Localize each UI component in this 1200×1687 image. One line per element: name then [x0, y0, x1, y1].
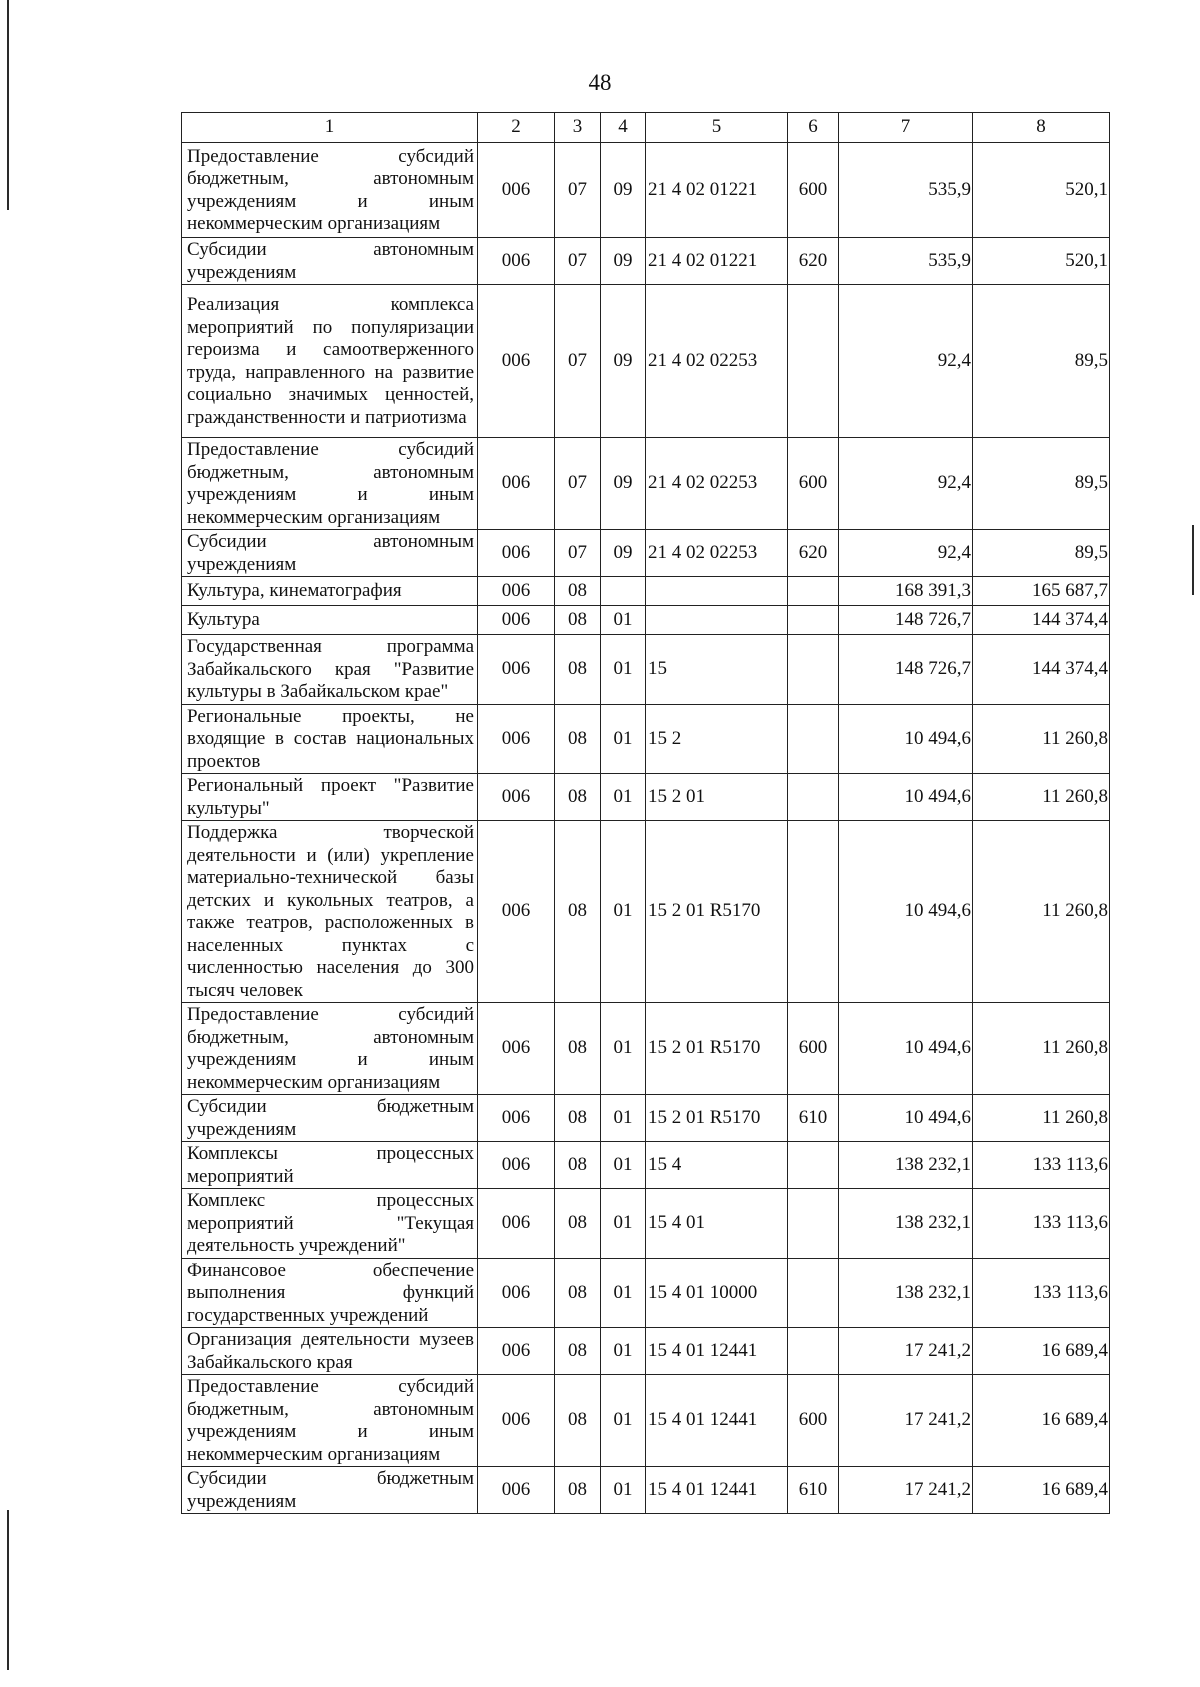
- expense-type-cell: [788, 1328, 839, 1375]
- target-article-cell: 15 4 01 12441: [646, 1467, 788, 1514]
- amount-col8-cell: 133 113,6: [973, 1189, 1110, 1259]
- section-code-cell: 08: [555, 821, 601, 1003]
- table-row: [182, 1328, 1110, 1375]
- subsection-code-cell: 01: [601, 704, 646, 774]
- ministry-code-cell: 006: [478, 530, 555, 577]
- section-code-cell: 08: [555, 1095, 601, 1142]
- subsection-code-cell: 01: [601, 1095, 646, 1142]
- subsection-code-cell: 01: [601, 635, 646, 705]
- expense-type-cell: 600: [788, 438, 839, 530]
- amount-col7-cell: 138 232,1: [839, 1258, 973, 1328]
- target-article-cell: [646, 606, 788, 635]
- row-name-cell: Комплекс процессных мероприятий "Текущая деятельность учреждений": [182, 1189, 478, 1259]
- amount-col7-cell: 10 494,6: [839, 821, 973, 1003]
- section-code-cell: 07: [555, 143, 601, 238]
- subsection-code-cell: 01: [601, 1258, 646, 1328]
- expense-type-cell: [788, 635, 839, 705]
- subsection-code-cell: 01: [601, 1142, 646, 1189]
- subsection-code-cell: 01: [601, 1328, 646, 1375]
- section-code-cell: 07: [555, 238, 601, 285]
- target-article-cell: 15 2 01: [646, 774, 788, 821]
- subsection-code-cell: [601, 577, 646, 606]
- section-code-cell: 08: [555, 1003, 601, 1095]
- amount-col8-cell: 520,1: [973, 143, 1110, 238]
- subsection-code-cell: 01: [601, 821, 646, 1003]
- row-name-cell: Субсидии бюджетным учреждениям: [182, 1095, 478, 1142]
- amount-col7-cell: 17 241,2: [839, 1375, 973, 1467]
- amount-col7-cell: 535,9: [839, 143, 973, 238]
- expense-type-cell: 600: [788, 1375, 839, 1467]
- row-name-cell: Реализация комплекса мероприятий по популяризации героизма и самоотверженного труда, направленного на развитие социально значимых ценностей, гражданственности и патриотизма: [182, 285, 478, 438]
- target-article-cell: 15 4 01: [646, 1189, 788, 1259]
- section-code-cell: 08: [555, 1375, 601, 1467]
- column-header: 7: [839, 113, 973, 143]
- target-article-cell: 21 4 02 01221: [646, 143, 788, 238]
- subsection-code-cell: 09: [601, 238, 646, 285]
- row-name-cell: Предоставление субсидий бюджетным, автономным учреждениям и иным некоммерческим организациям: [182, 1003, 478, 1095]
- section-code-cell: 08: [555, 1467, 601, 1514]
- amount-col8-cell: 144 374,4: [973, 606, 1110, 635]
- ministry-code-cell: 006: [478, 1142, 555, 1189]
- target-article-cell: 15 2: [646, 704, 788, 774]
- amount-col8-cell: 11 260,8: [973, 821, 1110, 1003]
- target-article-cell: 21 4 02 02253: [646, 438, 788, 530]
- row-name-cell: Культура, кинематография: [182, 577, 478, 606]
- table-row: [182, 1258, 1110, 1328]
- section-code-cell: 08: [555, 635, 601, 705]
- subsection-code-cell: 01: [601, 1467, 646, 1514]
- expense-type-cell: [788, 606, 839, 635]
- expense-type-cell: [788, 774, 839, 821]
- amount-col8-cell: 89,5: [973, 438, 1110, 530]
- amount-col8-cell: 16 689,4: [973, 1467, 1110, 1514]
- expense-type-cell: 610: [788, 1095, 839, 1142]
- amount-col7-cell: 17 241,2: [839, 1467, 973, 1514]
- target-article-cell: 15 2 01 R5170: [646, 821, 788, 1003]
- amount-col8-cell: 165 687,7: [973, 577, 1110, 606]
- amount-col7-cell: 535,9: [839, 238, 973, 285]
- subsection-code-cell: 09: [601, 530, 646, 577]
- subsection-code-cell: 09: [601, 143, 646, 238]
- section-code-cell: 08: [555, 704, 601, 774]
- table-row: [182, 285, 1110, 438]
- target-article-cell: 15 2 01 R5170: [646, 1003, 788, 1095]
- table-row: [182, 577, 1110, 606]
- column-header: 2: [478, 113, 555, 143]
- section-code-cell: 07: [555, 438, 601, 530]
- target-article-cell: 15 2 01 R5170: [646, 1095, 788, 1142]
- subsection-code-cell: 01: [601, 1003, 646, 1095]
- row-name-cell: Поддержка творческой деятельности и (или) укрепление материально-технической базы детских и кукольных театров, а также театров, расположенных в населенных пунктах с численностью населения до 300 тысяч человек: [182, 821, 478, 1003]
- table-row: [182, 774, 1110, 821]
- ministry-code-cell: 006: [478, 1467, 555, 1514]
- table-body: [182, 143, 1110, 1514]
- ministry-code-cell: 006: [478, 774, 555, 821]
- amount-col7-cell: 148 726,7: [839, 606, 973, 635]
- table-row: [182, 704, 1110, 774]
- column-header: 6: [788, 113, 839, 143]
- subsection-code-cell: 01: [601, 1375, 646, 1467]
- amount-col8-cell: 89,5: [973, 530, 1110, 577]
- ministry-code-cell: 006: [478, 1095, 555, 1142]
- row-name-cell: Субсидии автономным учреждениям: [182, 238, 478, 285]
- amount-col8-cell: 11 260,8: [973, 774, 1110, 821]
- ministry-code-cell: 006: [478, 238, 555, 285]
- row-name-cell: Финансовое обеспечение выполнения функций государственных учреждений: [182, 1258, 478, 1328]
- row-name-cell: Комплексы процессных мероприятий: [182, 1142, 478, 1189]
- expense-type-cell: [788, 285, 839, 438]
- ministry-code-cell: 006: [478, 1328, 555, 1375]
- amount-col8-cell: 89,5: [973, 285, 1110, 438]
- amount-col7-cell: 138 232,1: [839, 1142, 973, 1189]
- expense-type-cell: 600: [788, 1003, 839, 1095]
- section-code-cell: 07: [555, 285, 601, 438]
- ministry-code-cell: 006: [478, 1258, 555, 1328]
- ministry-code-cell: 006: [478, 1003, 555, 1095]
- ministry-code-cell: 006: [478, 1375, 555, 1467]
- expense-type-cell: [788, 577, 839, 606]
- expense-type-cell: 620: [788, 238, 839, 285]
- column-header: 1: [182, 113, 478, 143]
- section-code-cell: 08: [555, 577, 601, 606]
- target-article-cell: 15: [646, 635, 788, 705]
- amount-col7-cell: 10 494,6: [839, 704, 973, 774]
- ministry-code-cell: 006: [478, 821, 555, 1003]
- target-article-cell: 21 4 02 01221: [646, 238, 788, 285]
- expense-type-cell: [788, 821, 839, 1003]
- table-row: [182, 530, 1110, 577]
- amount-col7-cell: 10 494,6: [839, 1003, 973, 1095]
- expense-type-cell: [788, 704, 839, 774]
- table-row: [182, 1467, 1110, 1514]
- budget-table: [181, 112, 1110, 1514]
- table-row: [182, 606, 1110, 635]
- section-code-cell: 08: [555, 1258, 601, 1328]
- amount-col7-cell: 10 494,6: [839, 1095, 973, 1142]
- table-row: [182, 1375, 1110, 1467]
- column-header: 3: [555, 113, 601, 143]
- row-name-cell: Культура: [182, 606, 478, 635]
- table-row: [182, 143, 1110, 238]
- subsection-code-cell: 09: [601, 285, 646, 438]
- table-row: [182, 635, 1110, 705]
- ministry-code-cell: 006: [478, 606, 555, 635]
- target-article-cell: 21 4 02 02253: [646, 530, 788, 577]
- expense-type-cell: 600: [788, 143, 839, 238]
- amount-col8-cell: 520,1: [973, 238, 1110, 285]
- page-number: 48: [588, 70, 612, 95]
- amount-col7-cell: 10 494,6: [839, 774, 973, 821]
- expense-type-cell: 610: [788, 1467, 839, 1514]
- expense-type-cell: [788, 1142, 839, 1189]
- subsection-code-cell: 01: [601, 606, 646, 635]
- section-code-cell: 08: [555, 1328, 601, 1375]
- section-code-cell: 08: [555, 606, 601, 635]
- row-name-cell: Субсидии автономным учреждениям: [182, 530, 478, 577]
- amount-col8-cell: 133 113,6: [973, 1258, 1110, 1328]
- row-name-cell: Предоставление субсидий бюджетным, автономным учреждениям и иным некоммерческим организациям: [182, 438, 478, 530]
- expense-type-cell: 620: [788, 530, 839, 577]
- target-article-cell: 15 4 01 12441: [646, 1375, 788, 1467]
- section-code-cell: 08: [555, 1189, 601, 1259]
- scan-edge-mark: [1192, 525, 1194, 595]
- row-name-cell: Организация деятельности музеев Забайкальского края: [182, 1328, 478, 1375]
- column-header: 4: [601, 113, 646, 143]
- expense-type-cell: [788, 1258, 839, 1328]
- amount-col7-cell: 92,4: [839, 438, 973, 530]
- row-name-cell: Государственная программа Забайкальского края "Развитие культуры в Забайкальском крае": [182, 635, 478, 705]
- target-article-cell: 15 4: [646, 1142, 788, 1189]
- table-row: [182, 1142, 1110, 1189]
- column-header: 5: [646, 113, 788, 143]
- row-name-cell: Региональный проект "Развитие культуры": [182, 774, 478, 821]
- subsection-code-cell: 09: [601, 438, 646, 530]
- amount-col8-cell: 133 113,6: [973, 1142, 1110, 1189]
- row-name-cell: Предоставление субсидий бюджетным, автономным учреждениям и иным некоммерческим организациям: [182, 143, 478, 238]
- amount-col7-cell: 168 391,3: [839, 577, 973, 606]
- target-article-cell: 21 4 02 02253: [646, 285, 788, 438]
- section-code-cell: 07: [555, 530, 601, 577]
- table-header-row: [182, 113, 1110, 143]
- table-row: [182, 821, 1110, 1003]
- table-row: [182, 1189, 1110, 1259]
- scan-edge-mark: [7, 1510, 9, 1670]
- target-article-cell: 15 4 01 10000: [646, 1258, 788, 1328]
- amount-col7-cell: 148 726,7: [839, 635, 973, 705]
- expense-type-cell: [788, 1189, 839, 1259]
- row-name-cell: Региональные проекты, не входящие в состав национальных проектов: [182, 704, 478, 774]
- scan-edge-mark: [7, 0, 9, 210]
- amount-col8-cell: 144 374,4: [973, 635, 1110, 705]
- column-header: 8: [973, 113, 1110, 143]
- amount-col7-cell: 17 241,2: [839, 1328, 973, 1375]
- table-row: [182, 1095, 1110, 1142]
- table-row: [182, 1003, 1110, 1095]
- amount-col7-cell: 138 232,1: [839, 1189, 973, 1259]
- amount-col7-cell: 92,4: [839, 285, 973, 438]
- amount-col7-cell: 92,4: [839, 530, 973, 577]
- ministry-code-cell: 006: [478, 285, 555, 438]
- section-code-cell: 08: [555, 774, 601, 821]
- row-name-cell: Предоставление субсидий бюджетным, автономным учреждениям и иным некоммерческим организациям: [182, 1375, 478, 1467]
- ministry-code-cell: 006: [478, 1189, 555, 1259]
- subsection-code-cell: 01: [601, 1189, 646, 1259]
- row-name-cell: Субсидии бюджетным учреждениям: [182, 1467, 478, 1514]
- amount-col8-cell: 16 689,4: [973, 1375, 1110, 1467]
- ministry-code-cell: 006: [478, 704, 555, 774]
- ministry-code-cell: 006: [478, 143, 555, 238]
- table-row: [182, 238, 1110, 285]
- subsection-code-cell: 01: [601, 774, 646, 821]
- target-article-cell: [646, 577, 788, 606]
- amount-col8-cell: 11 260,8: [973, 1095, 1110, 1142]
- table-row: [182, 438, 1110, 530]
- ministry-code-cell: 006: [478, 635, 555, 705]
- target-article-cell: 15 4 01 12441: [646, 1328, 788, 1375]
- ministry-code-cell: 006: [478, 438, 555, 530]
- ministry-code-cell: 006: [478, 577, 555, 606]
- section-code-cell: 08: [555, 1142, 601, 1189]
- amount-col8-cell: 11 260,8: [973, 1003, 1110, 1095]
- amount-col8-cell: 16 689,4: [973, 1328, 1110, 1375]
- amount-col8-cell: 11 260,8: [973, 704, 1110, 774]
